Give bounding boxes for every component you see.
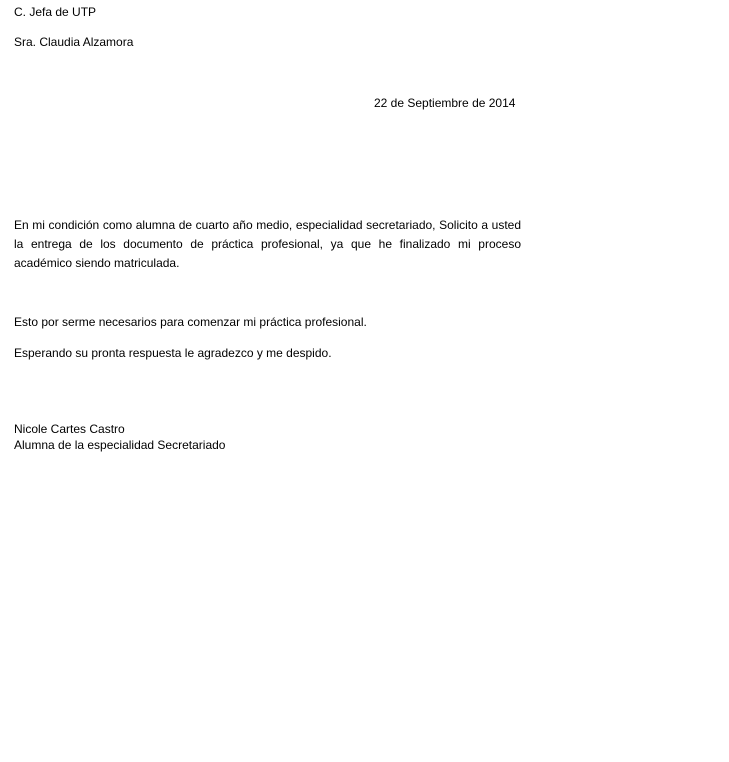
signature-role: Alumna de la especialidad Secretariado xyxy=(14,438,226,452)
recipient-name: Sra. Claudia Alzamora xyxy=(14,35,134,49)
recipient-title: C. Jefa de UTP xyxy=(14,5,97,19)
signature-name: Nicole Cartes Castro xyxy=(14,422,125,436)
reason-line: Esto por serme necesarios para comenzar mi práctica profesional. xyxy=(14,315,367,329)
signature-block xyxy=(14,421,225,453)
body-paragraph: En mi condición como alumna de cuarto año medio, especialidad secretariado, Solicito a usted la entrega de los documento de práctica profesional, ya que he finalizado mi proceso académico siendo matriculada. xyxy=(14,218,521,270)
closing-line: Esperando su pronta respuesta le agradezco y me despido. xyxy=(14,346,332,360)
letter-date: 22 de Septiembre de 2014 xyxy=(374,96,516,110)
